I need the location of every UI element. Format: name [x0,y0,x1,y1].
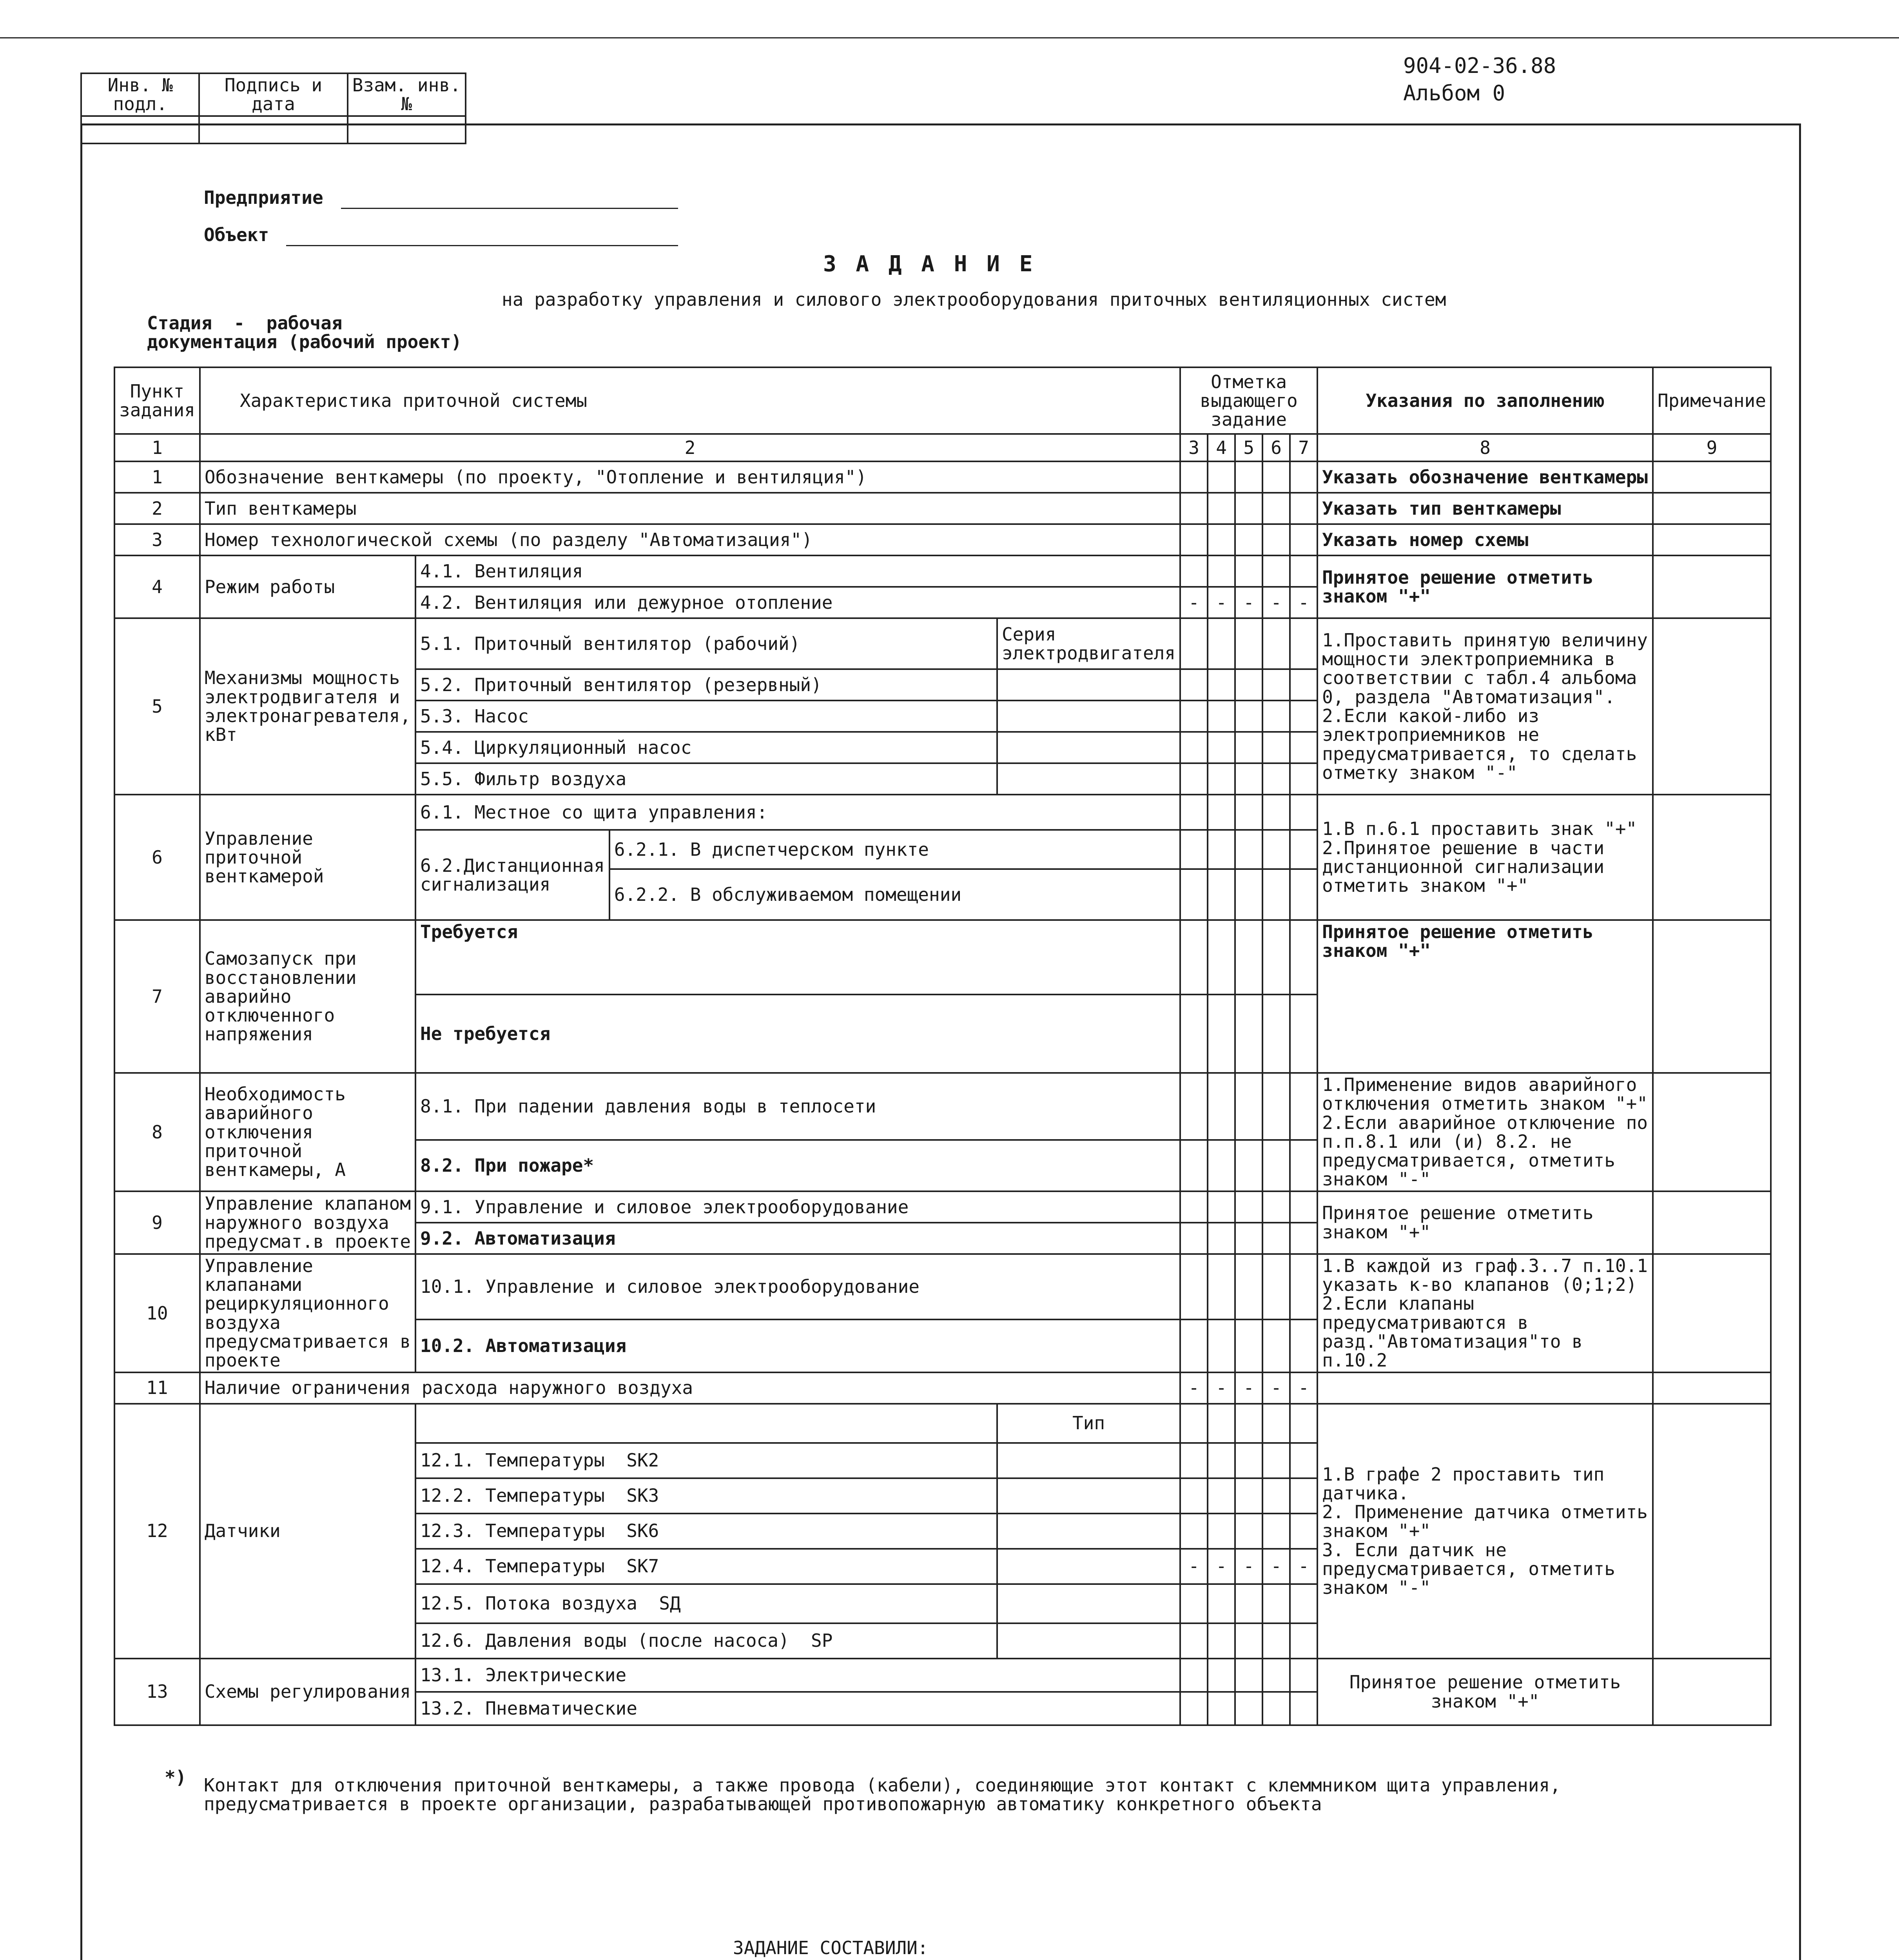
row4-num: 4 [114,555,200,618]
stamp-cell-inv: Инв. № подл. [81,73,199,116]
colnum-1: 1 [114,434,200,461]
stamp-cell-replace: Взам. инв. № [348,73,466,116]
top-rule [0,37,1899,38]
row10-num: 10 [114,1254,200,1372]
stage-line1: Стадия - рабочая [147,312,343,334]
row12-dash-5[interactable]: - [1235,1549,1262,1584]
row4-dash-7[interactable]: - [1290,587,1317,618]
footnote-text: Контакт для отключения приточной венткамеры, а также провода (кабели), соединяющие этот контакт с клеммником щита управления, предусматривается в проекте организации, разрабатывающей противопожарную автоматику конкретного объекта [204,1775,1561,1815]
row3-text: Номер технологической схемы (по разделу "Автоматизация") [200,524,1180,555]
row13-group: Схемы регулирования [200,1659,415,1725]
album-label: Альбом 0 [1403,81,1505,105]
row3-num: 3 [114,524,200,555]
colnum-4: 4 [1208,434,1235,461]
colnum-5: 5 [1235,434,1262,461]
row7-s1: Требуется [415,920,1180,995]
row7-hint: Принятое решение отметить знаком "+" [1317,920,1653,1073]
row2-num: 2 [114,493,200,524]
header-note: Примечание [1653,367,1771,434]
stage-line2: документация (рабочий проект) [147,331,462,352]
main-table [114,367,1772,1726]
object-line[interactable] [286,245,678,246]
colnum-8: 8 [1317,434,1653,461]
row9-hint: Принятое решение отметить знаком "+" [1317,1191,1653,1254]
stamp-block [80,73,472,123]
row11-dash-7[interactable]: - [1290,1372,1317,1404]
row8-hint: 1.Применение видов аварийного отключения отметить знаком "+" 2.Если аварийное отключение по п.п.8.1 или (и) 8.2. не предусматривается, отметить знаком "-" [1317,1073,1653,1191]
row9-num: 9 [114,1191,200,1254]
row11-text: Наличие ограничения расхода наружного воздуха [200,1372,1180,1404]
row6-s21: 6.2.1. В диспетчерском пункте [609,830,1180,869]
row10-hint: 1.В каждой из граф.3..7 п.10.1 указать к-во клапанов (0;1;2) 2.Если клапаны предусматриваются в разд."Автоматизация"то в п.10.2 [1317,1254,1653,1372]
row12-num: 12 [114,1404,200,1659]
colnum-7: 7 [1290,434,1317,461]
stamp-cell-sign: Подпись и дата [199,73,347,116]
colnum-6: 6 [1262,434,1290,461]
colnum-3: 3 [1180,434,1208,461]
row13-s1: 13.1. Электрические [415,1659,1180,1692]
footnote-mark: *) [165,1767,187,1788]
row6-hint: 1.В п.6.1 проставить знак "+" 2.Принятое решение в части дистанционной сигнализации отметить знаком "+" [1317,795,1653,920]
row10-group: Управление клапанами рециркуляционного воздуха предусматривается в проекте [200,1254,415,1372]
row5-s4: 5.4. Циркуляционный насос [415,732,997,763]
enterprise-label: Предприятие [204,187,323,208]
row6-num: 6 [114,795,200,920]
row12-s3: 12.3. Температуры SK6 [415,1514,997,1549]
row8-s1: 8.1. При падении давления воды в теплосети [415,1073,1180,1140]
row3-hint: Указать номер схемы [1317,524,1653,555]
row10-s1: 10.1. Управление и силовое электрооборудование [415,1254,1180,1320]
header-item: Пункт задания [114,367,200,434]
row4-group: Режим работы [200,555,415,618]
row12-hint: 1.В графе 2 проставить тип датчика. 2. Применение датчика отметить знаком "+" 3. Если датчик не предусматривается, отметить знаком "-" [1317,1404,1653,1659]
row8-group: Необходимость аварийного отключения приточной венткамеры, А [200,1073,415,1191]
row13-s2: 13.2. Пневматические [415,1692,1180,1725]
row5-hint: 1.Проставить принятую величину мощности электроприемника в соответствии с табл.4 альбома 0, раздела "Автоматизация". 2.Если какой-либо из электроприемников не предусматривается, то сделать отметку знаком "-" [1317,618,1653,795]
row12-s1: 12.1. Температуры SK2 [415,1443,997,1478]
row4-dash-5[interactable]: - [1235,587,1262,618]
row6-s2group: 6.2.Дистанционная сигнализация [415,830,609,920]
row4-dash-6[interactable]: - [1262,587,1290,618]
row4-s2: 4.2. Вентиляция или дежурное отопление [415,587,1180,618]
row7-s2: Не требуется [415,995,1180,1073]
row1-num: 1 [114,461,200,493]
document-title: З А Д А Н И Е [823,251,1036,277]
row2-hint: Указать тип венткамеры [1317,493,1653,524]
row5-s5: 5.5. Фильтр воздуха [415,763,997,795]
row1-hint: Указать обозначение венткамеры [1317,461,1653,493]
row5-s3: 5.3. Насос [415,701,997,732]
document-subtitle: на разработку управления и силового электрооборудования приточных вентиляционных систем [502,289,1446,310]
colnum-9: 9 [1653,434,1771,461]
row4-s1: 4.1. Вентиляция [415,555,1180,587]
row5-s1: 5.1. Приточный вентилятор (рабочий) [415,618,997,669]
row4-dash-4[interactable]: - [1208,587,1235,618]
row5-series: Серия электродвигателя [997,618,1180,669]
row13-num: 13 [114,1659,200,1725]
row6-group: Управление приточной венткамерой [200,795,415,920]
row9-group: Управление клапаном наружного воздуха предусмат.в проекте [200,1191,415,1254]
header-marks: Отметка выдающего задание [1180,367,1317,434]
header-instructions: Указания по заполнению [1317,367,1653,434]
row5-group: Механизмы мощность электродвигателя и электронагревателя, кВт [200,618,415,795]
row11-dash-4[interactable]: - [1208,1372,1235,1404]
row12-dash-6[interactable]: - [1262,1549,1290,1584]
row4-dash-3[interactable]: - [1180,587,1208,618]
row7-num: 7 [114,920,200,1073]
row6-s22: 6.2.2. В обслуживаемом помещении [609,869,1180,920]
row11-dash-5[interactable]: - [1235,1372,1262,1404]
document-code: 904-02-36.88 [1403,53,1556,78]
row12-dash-4[interactable]: - [1208,1549,1235,1584]
row12-dash-3[interactable]: - [1180,1549,1208,1584]
composed-title: ЗАДАНИЕ СОСТАВИЛИ: [733,1937,929,1958]
row9-s1: 9.1. Управление и силовое электрооборудование [415,1191,1180,1223]
row5-s2: 5.2. Приточный вентилятор (резервный) [415,669,997,701]
row7-group: Самозапуск при восстановлении аварийно отключенного напряжения [200,920,415,1073]
row9-s2: 9.2. Автоматизация [415,1223,1180,1254]
row12-dash-7[interactable]: - [1290,1549,1317,1584]
row4-hint: Принятое решение отметить знаком "+" [1317,555,1653,618]
row12-s2: 12.2. Температуры SK3 [415,1478,997,1514]
row12-s6: 12.6. Давления воды (после насоса) SP [415,1623,997,1659]
colnum-2: 2 [200,434,1180,461]
enterprise-line[interactable] [341,208,678,209]
row12-s4: 12.4. Температуры SK7 [415,1549,997,1584]
row8-s2: 8.2. При пожаре* [415,1140,1180,1191]
header-characteristic-text: Характеристика приточной системы [239,390,588,411]
row11-dash-6[interactable]: - [1262,1372,1290,1404]
row12-s5: 12.5. Потока воздуха SД [415,1584,997,1623]
row11-num: 11 [114,1372,200,1404]
row2-text: Тип венткамеры [200,493,1180,524]
header-characteristic [200,367,1180,434]
object-label: Объект [204,224,269,245]
row13-hint: Принятое решение отметить знаком "+" [1317,1659,1653,1725]
row12-group: Датчики [200,1404,415,1659]
row1-text: Обозначение венткамеры (по проекту, "Отопление и вентиляция") [200,461,1180,493]
row12-type-header: Тип [997,1404,1180,1443]
row8-num: 8 [114,1073,200,1191]
row5-num: 5 [114,618,200,795]
row6-s1: 6.1. Местное со щита управления: [415,795,1180,830]
row10-s2: 10.2. Автоматизация [415,1319,1180,1372]
row11-dash-3[interactable]: - [1180,1372,1208,1404]
